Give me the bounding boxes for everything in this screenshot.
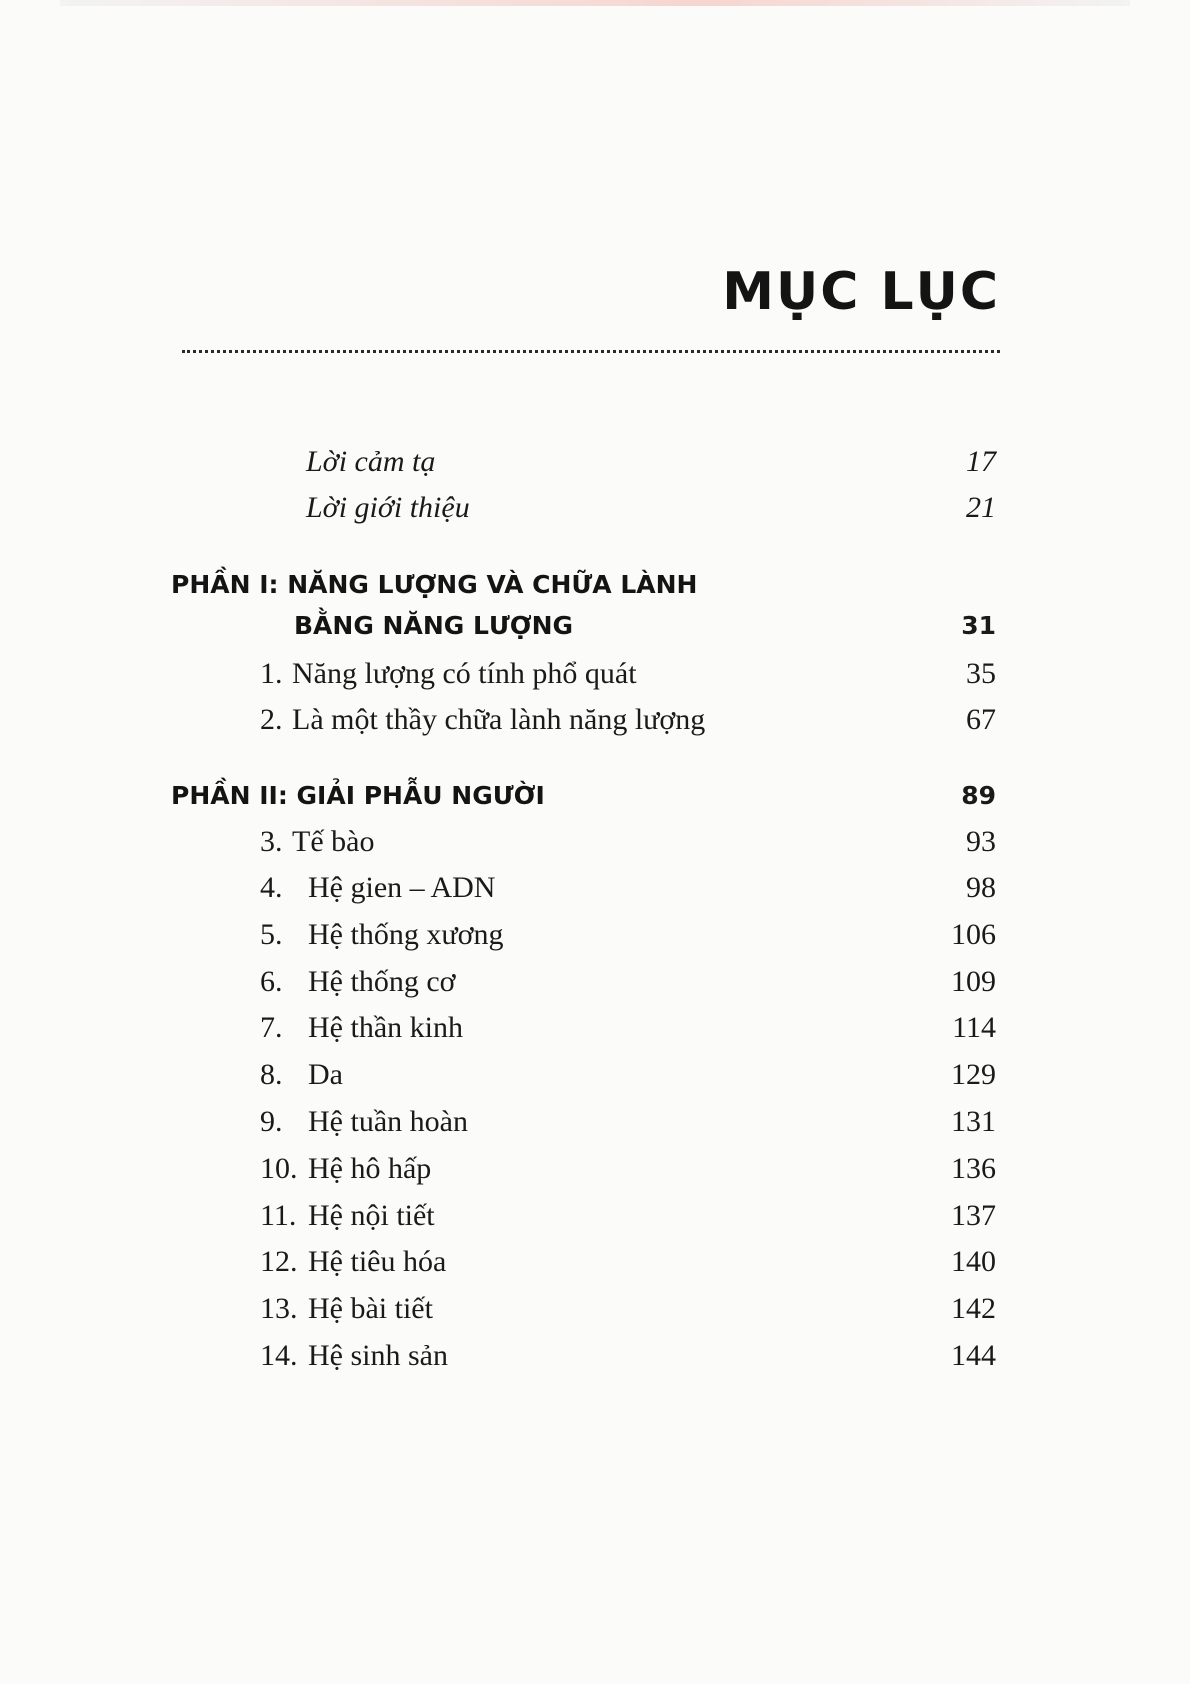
- part-2-page: 89: [961, 781, 996, 810]
- page-top-edge: [60, 0, 1130, 6]
- toc-entry-page: 93: [966, 825, 996, 858]
- toc-entry-introduction[interactable]: [0, 486, 1190, 530]
- toc-entry-number: 4.: [260, 871, 283, 904]
- toc-entry[interactable]: [0, 698, 1190, 742]
- toc-entry-number: 11.: [260, 1199, 297, 1232]
- part-1-title-line-1: PHẦN I: NĂNG LƯỢNG VÀ CHỮA LÀNH: [171, 570, 698, 599]
- toc-entry[interactable]: [0, 652, 1190, 696]
- toc-entry[interactable]: [0, 1334, 1190, 1378]
- toc-entry-page: 131: [951, 1105, 996, 1138]
- dotted-divider: [182, 350, 1000, 353]
- toc-entry-number: 3.: [260, 825, 283, 858]
- toc-entry-acknowledgements[interactable]: [0, 440, 1190, 484]
- toc-entry-label: Hệ bài tiết: [308, 1292, 433, 1325]
- part-2-title: PHẦN II: GIẢI PHẪU NGƯỜI: [171, 781, 545, 810]
- toc-entry-number: 9.: [260, 1105, 283, 1138]
- toc-entry-label: Hệ tiêu hóa: [308, 1245, 447, 1278]
- toc-entry[interactable]: [0, 1194, 1190, 1238]
- toc-entry[interactable]: [0, 913, 1190, 957]
- toc-entry[interactable]: [0, 1240, 1190, 1284]
- toc-entry-label: Hệ thống xương: [308, 918, 504, 951]
- toc-entry-label: Hệ thống cơ: [308, 965, 456, 998]
- toc-part-2-heading[interactable]: [0, 774, 1190, 818]
- toc-entry-page: 114: [952, 1011, 996, 1044]
- toc-entry-number: 12.: [260, 1245, 298, 1278]
- toc-entry-label: Hệ hô hấp: [308, 1152, 432, 1185]
- toc-entry-page: 98: [966, 871, 996, 904]
- toc-entry-page: 142: [951, 1292, 996, 1325]
- page-title: MỤC LỤC: [722, 262, 1000, 322]
- toc-entry[interactable]: [0, 820, 1190, 864]
- toc-entry-label: Lời giới thiệu: [306, 491, 470, 524]
- toc-entry-label: Hệ thần kinh: [308, 1011, 463, 1044]
- toc-entry-label: Da: [308, 1058, 343, 1091]
- toc-entry[interactable]: [0, 1147, 1190, 1191]
- toc-part-1-heading-cont[interactable]: [0, 604, 1190, 648]
- toc-entry[interactable]: [0, 1006, 1190, 1050]
- toc-entry-number: 1.: [260, 657, 283, 690]
- toc-entry-page: 35: [966, 657, 996, 690]
- toc-entry[interactable]: [0, 960, 1190, 1004]
- toc-part-1-heading[interactable]: [0, 563, 1190, 607]
- toc-entry-number: 14.: [260, 1339, 298, 1372]
- toc-entry[interactable]: [0, 866, 1190, 910]
- toc-entry-number: 6.: [260, 965, 283, 998]
- toc-entry-number: 8.: [260, 1058, 283, 1091]
- toc-entry-label: Tế bào: [292, 825, 375, 858]
- toc-entry[interactable]: [0, 1053, 1190, 1097]
- toc-entry-label: Năng lượng có tính phổ quát: [292, 657, 637, 690]
- toc-entry[interactable]: [0, 1100, 1190, 1144]
- toc-entry-number: 10.: [260, 1152, 298, 1185]
- toc-entry-page: 136: [951, 1152, 996, 1185]
- toc-entry-number: 7.: [260, 1011, 283, 1044]
- toc-entry-label: Là một thầy chữa lành năng lượng: [292, 703, 706, 736]
- toc-entry-page: 67: [966, 703, 996, 736]
- part-1-page: 31: [961, 611, 996, 640]
- toc-entry-number: 2.: [260, 703, 283, 736]
- toc-entry-page: 129: [951, 1058, 996, 1091]
- toc-entry-page: 144: [951, 1339, 996, 1372]
- toc-entry-page: 109: [951, 965, 996, 998]
- toc-entry-number: 5.: [260, 918, 283, 951]
- toc-entry-page: 106: [951, 918, 996, 951]
- toc-entry-label: Lời cảm tạ: [306, 445, 436, 478]
- toc-entry-label: Hệ gien – ADN: [308, 871, 496, 904]
- toc-entry-page: 17: [966, 445, 996, 478]
- toc-entry-page: 21: [966, 491, 996, 524]
- toc-entry-label: Hệ sinh sản: [308, 1339, 448, 1372]
- toc-entry[interactable]: [0, 1287, 1190, 1331]
- toc-entry-label: Hệ nội tiết: [308, 1199, 435, 1232]
- toc-entry-page: 137: [951, 1199, 996, 1232]
- toc-entry-label: Hệ tuần hoàn: [308, 1105, 468, 1138]
- part-1-title-line-2: BẰNG NĂNG LƯỢNG: [294, 611, 574, 640]
- toc-entry-number: 13.: [260, 1292, 298, 1325]
- toc-entry-page: 140: [951, 1245, 996, 1278]
